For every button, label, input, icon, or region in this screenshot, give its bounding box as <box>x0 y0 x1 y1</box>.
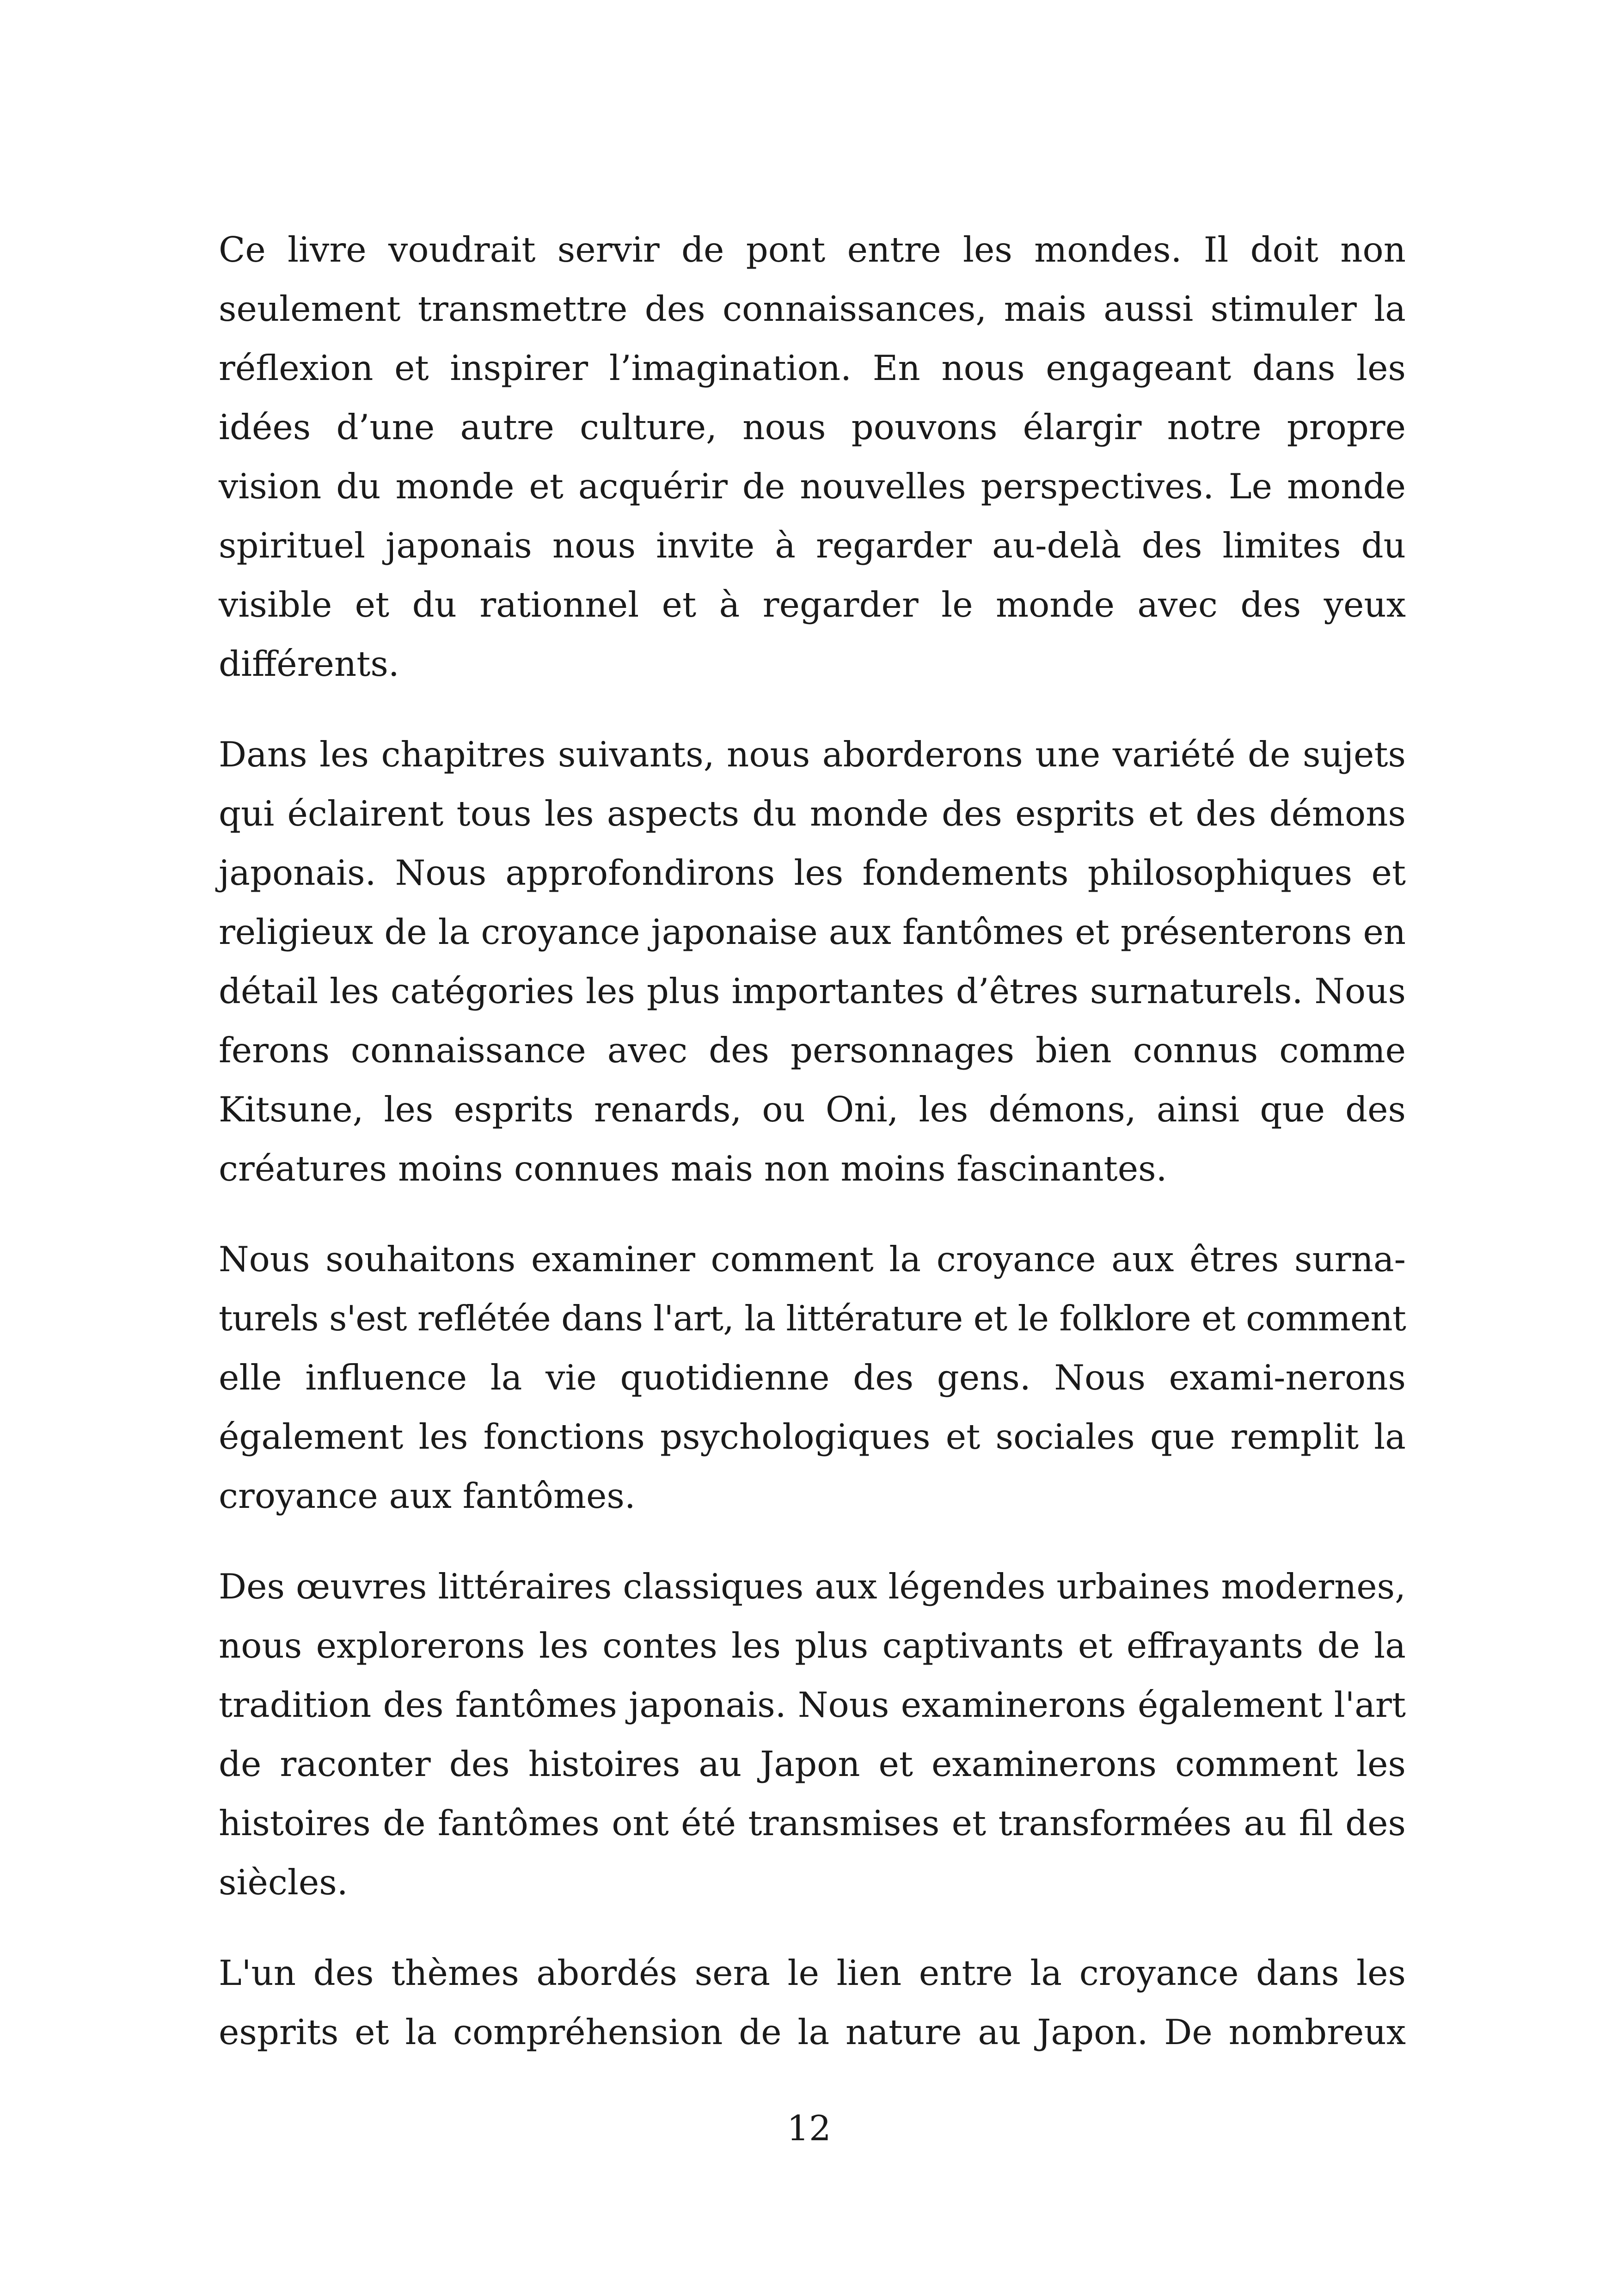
text-line: tradition des fantômes japonais. Nous examinerons également l'art <box>219 1684 1406 1725</box>
text-line: croyance aux fantômes. <box>219 1476 636 1516</box>
text-line: créatures moins connues mais non moins fascinantes. <box>219 1148 1167 1189</box>
text-line: siècles. <box>219 1862 348 1903</box>
text-line: de raconter des histoires au Japon et examinerons comment les <box>219 1744 1406 1784</box>
text-line: vision du monde et acquérir de nouvelles perspectives. Le monde <box>219 466 1406 507</box>
text-line: spirituel japonais nous invite à regarder au-delà des limites du <box>219 525 1406 566</box>
text-line: Des œuvres littéraires classiques aux légendes urbaines modernes, <box>219 1566 1406 1607</box>
text-line: ferons connaissance avec des personnages bien connus comme <box>219 1030 1406 1071</box>
text-line: visible et du rationnel et à regarder le monde avec des yeux <box>219 584 1406 625</box>
paragraph <box>219 1230 1406 1525</box>
text-line: nous explorerons les contes les plus captivants et effrayants de la <box>219 1625 1406 1666</box>
text-line: idées d’une autre culture, nous pouvons élargir notre propre <box>219 407 1406 447</box>
text-line: Ce livre voudrait servir de pont entre les mondes. Il doit non <box>219 229 1406 270</box>
text-line: réflexion et inspirer l’imagination. En nous engageant dans les <box>219 348 1406 388</box>
text-line: Nous souhaitons examiner comment la croyance aux êtres surna- <box>219 1239 1406 1280</box>
page-number: 12 <box>787 2108 831 2149</box>
text-line: Kitsune, les esprits renards, ou Oni, les démons, ainsi que des <box>219 1089 1406 1130</box>
paragraph <box>219 1943 1406 2062</box>
text-line: différents. <box>219 643 399 684</box>
text-line: L'un des thèmes abordés sera le lien entre la croyance dans les <box>219 1953 1406 1993</box>
text-line: seulement transmettre des connaissances, mais aussi stimuler la <box>219 288 1406 329</box>
text-line: esprits et la compréhension de la nature au Japon. De nombreux <box>219 2012 1406 2052</box>
paragraph <box>219 220 1406 693</box>
text-line: histoires de fantômes ont été transmises et transformées au fil des <box>219 1803 1406 1843</box>
text-line: turels s'est reflétée dans l'art, la littérature et le folklore et comment <box>219 1298 1406 1339</box>
text-line: qui éclairent tous les aspects du monde des esprits et des démons <box>219 793 1406 834</box>
text-line: également les fonctions psychologiques et sociales que remplit la <box>219 1416 1406 1457</box>
body-text <box>219 220 1406 2093</box>
text-line: Dans les chapitres suivants, nous aborderons une variété de sujets <box>219 734 1406 775</box>
paragraph <box>219 1557 1406 1912</box>
paragraph <box>219 725 1406 1198</box>
text-line: elle influence la vie quotidienne des gens. Nous exami-nerons <box>219 1357 1406 1398</box>
text-line: religieux de la croyance japonaise aux fantômes et présenterons en <box>219 912 1406 952</box>
text-line: japonais. Nous approfondirons les fondements philosophiques et <box>219 852 1406 893</box>
text-line: détail les catégories les plus importantes d’êtres surnaturels. Nous <box>219 971 1406 1011</box>
